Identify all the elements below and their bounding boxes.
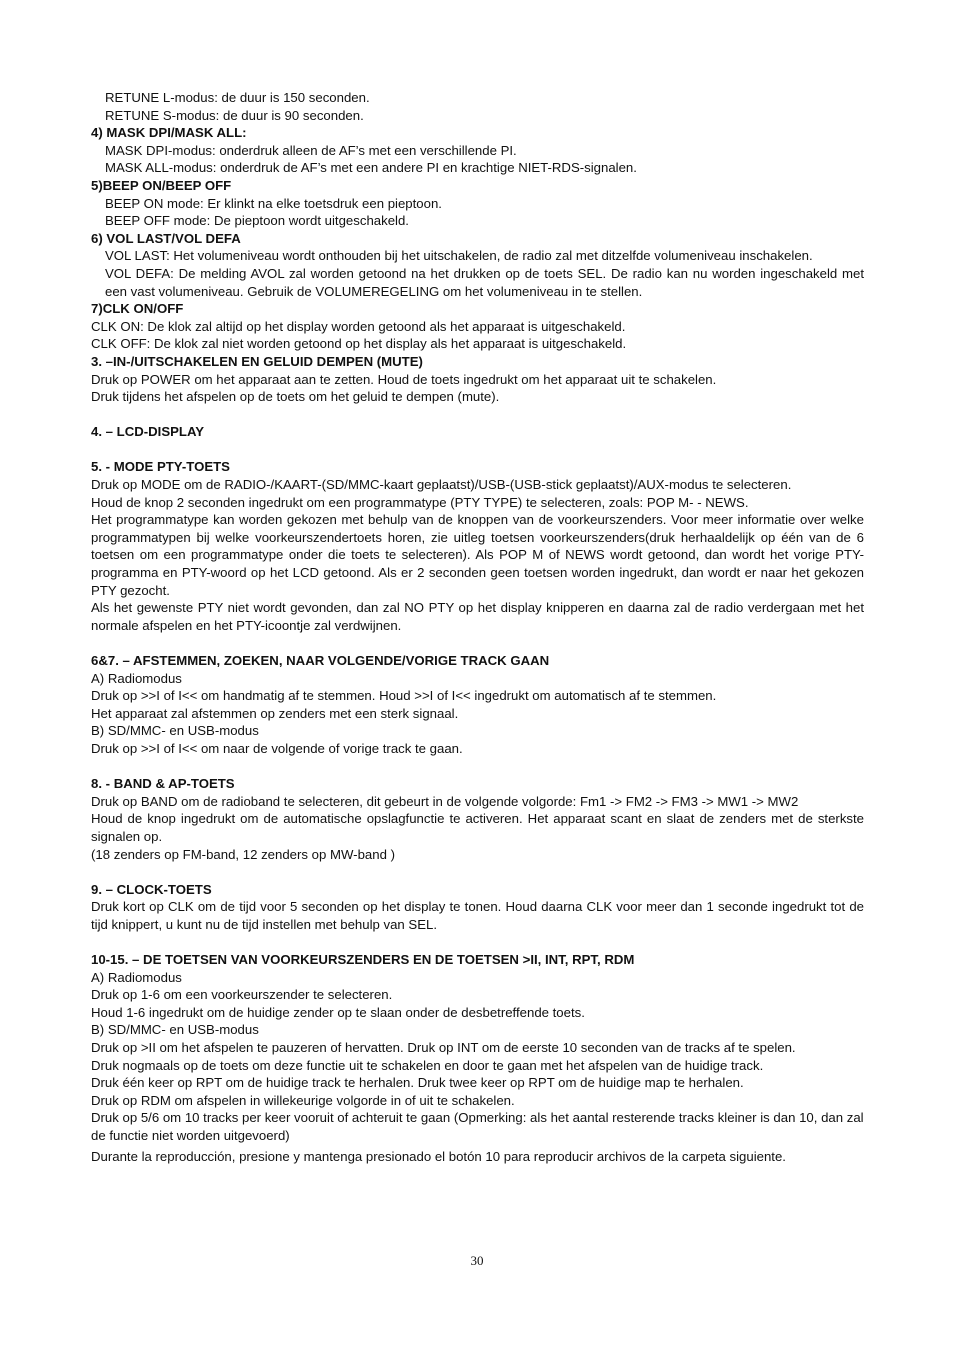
paragraph: Druk op BAND om de radioband te selecteren, dit gebeurt in de volgende volgorde: Fm1 -> FM2 -> FM3 -> MW1 -> MW2 xyxy=(91,793,799,809)
section-heading: 4) MASK DPI/MASK ALL: xyxy=(91,125,247,141)
paragraph: A) Radiomodus xyxy=(91,670,182,686)
paragraph: Houd de knop ingedrukt om de automatische opslagfunctie te activeren. Het apparaat scant en slaat de zenders met de sterkste signalen op. xyxy=(91,811,864,844)
paragraph: Als het gewenste PTY niet wordt gevonden, dan zal NO PTY op het display knipperen en daarna zal de radio verdergaan met het normale afspelen en het PTY-icoontje zal verdwijnen. xyxy=(91,600,864,633)
spacer xyxy=(91,406,864,424)
section-heading: 8. - BAND & AP-TOETS xyxy=(91,776,235,792)
section-heading: 9. – CLOCK-TOETS xyxy=(91,881,212,897)
paragraph: MASK DPI-modus: onderdruk alleen de AF’s met een verschillende PI. xyxy=(105,142,517,158)
paragraph: BEEP OFF mode: De pieptoon wordt uitgeschakeld. xyxy=(105,213,409,229)
paragraph: CLK ON: De klok zal altijd op het display worden getoond als het apparaat is uitgeschakeld. xyxy=(91,318,626,334)
section-heading: 3. –IN-/UITSCHAKELEN EN GELUID DEMPEN (MUTE) xyxy=(91,353,423,369)
paragraph: Houd de knop 2 seconden ingedrukt om een programmatype (PTY TYPE) te selecteren, zoals: POP M- - NEWS. xyxy=(91,494,749,510)
paragraph: Druk op >>I of I<< om handmatig af te stemmen. Houd >>I of I<< ingedrukt om automatisch af te stemmen. xyxy=(91,688,717,704)
paragraph: Druk op 5/6 om 10 tracks per keer vooruit of achteruit te gaan (Opmerking: als het aantal resterende tracks kleiner is dan 10, dan zal de functie niet worden uitgevoerd) xyxy=(91,1110,864,1144)
paragraph: Druk op >II om het afspelen te pauzeren of hervatten. Druk op INT om de eerste 10 seconden van de tracks af te spelen. xyxy=(91,1040,796,1056)
paragraph: MASK ALL-modus: onderdruk de AF’s met een andere PI en krachtige NIET-RDS-signalen. xyxy=(105,160,637,176)
paragraph: VOL LAST: Het volumeniveau wordt onthouden bij het uitschakelen, de radio zal met ditzelfde volumeniveau inschakelen. xyxy=(105,248,813,264)
paragraph: (18 zenders op FM-band, 12 zenders op MW-band ) xyxy=(91,846,395,862)
section-heading: 6&7. – AFSTEMMEN, ZOEKEN, NAAR VOLGENDE/VORIGE TRACK GAAN xyxy=(91,653,550,668)
section-heading: 10-15. – DE TOETSEN VAN VOORKEURSZENDERS EN DE TOETSEN >II, INT, RPT, RDM xyxy=(91,952,635,968)
paragraph: CLK OFF: De klok zal niet worden getoond op het display als het apparaat is uitgeschakeld. xyxy=(91,336,627,352)
section-heading: 7)CLK ON/OFF xyxy=(91,301,184,317)
spacer xyxy=(91,441,864,459)
paragraph: Druk tijdens het afspelen op de toets om het geluid te dempen (mute). xyxy=(91,389,500,405)
spacer xyxy=(91,863,864,881)
section-heading: 5)BEEP ON/BEEP OFF xyxy=(91,177,232,193)
paragraph: Druk kort op CLK om de tijd voor 5 seconden op het display te tonen. Houd daarna CLK voor meer dan 1 seconde ingedrukt tot de tijd knippert, u kunt nu de tijd instellen met behulp van SEL. xyxy=(91,899,864,932)
paragraph: A) Radiomodus xyxy=(91,969,182,985)
paragraph: Druk nogmaals op de toets om deze functie uit te schakelen en door te gaan met het afspelen van de huidige track. xyxy=(91,1057,764,1073)
paragraph: Druk op POWER om het apparaat aan te zetten. Houd de toets ingedrukt om het apparaat uit te schakelen. xyxy=(91,371,717,387)
paragraph: Het apparaat zal afstemmen op zenders met een sterk signaal. xyxy=(91,705,459,721)
document-body xyxy=(91,89,864,1165)
paragraph: Druk op 1-6 om een voorkeurszender te selecteren. xyxy=(91,987,393,1003)
paragraph: Durante la reproducción, presione y mantenga presionado el botón 10 para reproducir archivos de la carpeta siguiente. xyxy=(91,1148,786,1164)
section-heading: 5. - MODE PTY-TOETS xyxy=(91,459,230,475)
paragraph: Het programmatype kan worden gekozen met behulp van de knoppen van de voorkeurszenders. Voor meer informatie over welke programmatypen bij welke voorkeurszendertoets horen, zie uitleg toetsen voorkeurszenders(druk herhaaldelijk op één van de 6 toetsen om een programmatype onder die toets te selecteren). Als POP M of NEWS wordt getoond, dan wordt het vorige PTY-programma en PTY-woord op het LCD getoond. Als er 2 seconden geen toetsen worden ingedrukt, dan wordt er naar het gekozen PTY gezocht. xyxy=(91,512,864,598)
paragraph: B) SD/MMC- en USB-modus xyxy=(91,1022,259,1038)
spacer xyxy=(91,634,864,652)
paragraph: BEEP ON mode: Er klinkt na elke toetsdruk een pieptoon. xyxy=(105,195,442,211)
paragraph: Druk één keer op RPT om de huidige track te herhalen. Druk twee keer op RPT om de huidige map te herhalen. xyxy=(91,1075,744,1091)
spacer xyxy=(91,934,864,952)
paragraph: Druk op >>I of I<< om naar de volgende of vorige track te gaan. xyxy=(91,740,463,756)
page-number: 30 xyxy=(470,1253,484,1268)
section-heading: 4. – LCD-DISPLAY xyxy=(91,424,205,440)
paragraph: B) SD/MMC- en USB-modus xyxy=(91,723,259,739)
paragraph: Druk op MODE om de RADIO-/KAART-(SD/MMC-kaart geplaatst)/USB-(USB-stick geplaatst)/AUX-modus te selecteren. xyxy=(91,477,792,493)
paragraph: RETUNE L-modus: de duur is 150 seconden. xyxy=(105,90,370,105)
paragraph: Houd 1-6 ingedrukt om de huidige zender op te slaan onder de desbetreffende toets. xyxy=(91,1004,585,1020)
paragraph: RETUNE S-modus: de duur is 90 seconden. xyxy=(105,107,364,123)
paragraph: VOL DEFA: De melding AVOL zal worden getoond na het drukken op de toets SEL. De radio kan nu worden ingeschakeld met een vast volumeniveau. Gebruik de VOLUMEREGELING om het volumeniveau in te stellen. xyxy=(105,265,864,299)
section-heading: 6) VOL LAST/VOL DEFA xyxy=(91,230,241,246)
paragraph: Druk op RDM om afspelen in willekeurige volgorde in of uit te schakelen. xyxy=(91,1092,515,1108)
spacer xyxy=(91,758,864,776)
